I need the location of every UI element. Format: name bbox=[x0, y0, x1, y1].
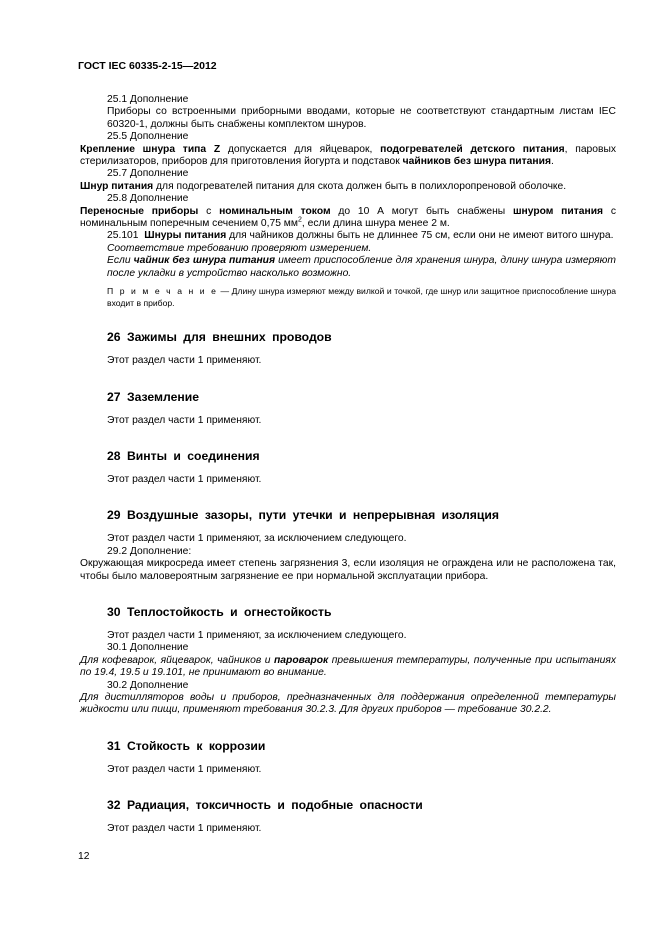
clause-25-101-text: 25.101 Шнуры питания для чайников должны быть не длиннее 75 см, если они не имеют витого шнура. bbox=[107, 230, 614, 242]
section-32-text: Этот раздел части 1 применяют. bbox=[107, 823, 262, 835]
note-text: — Длину шнура измеряют между вилкой и точкой, где шнур или защитное приспособление шнура входит в прибор. bbox=[107, 286, 616, 308]
section-31-text: Этот раздел части 1 применяют. bbox=[107, 763, 262, 775]
clause-30-2-title: 30.2 Дополнение bbox=[107, 679, 189, 691]
compliance-text: Соответствие требованию проверяют измерением. bbox=[107, 242, 372, 254]
section-heading-32: 32 Радиация, токсичность и подобные опасности bbox=[107, 798, 423, 813]
clause-25-8-text: Переносные приборы с номинальным током до 10 А могут быть снабжены шнуром питания с номинальным поперечным сечением 0,75 $мм^2$, если длина шнура менее 2 м. bbox=[80, 205, 616, 230]
section-heading-26: 26 Зажимы для внешних проводов bbox=[107, 330, 332, 345]
term-bold: Переносные приборы bbox=[80, 205, 199, 217]
superscript: 2 bbox=[297, 216, 302, 224]
clause-25-1-text: Приборы со встроенными приборными вводами, которые не соответствуют стандартным листам IEC 60320-1, должны быть снабжены комплектом шнуров. bbox=[107, 106, 616, 130]
document-body bbox=[80, 94, 616, 836]
section-26-text: Этот раздел части 1 применяют. bbox=[107, 355, 262, 367]
clause-25-1-title: 25.1 Дополнение bbox=[107, 94, 189, 105]
clause-25-8-title: 25.8 Дополнение bbox=[107, 193, 189, 205]
cord-storage-text: Если чайник без шнура питания имеет приспособление для хранения шнура, длину шнура измеряют после укладки в устройство насколько возможно. bbox=[107, 255, 616, 279]
page-number: 12 bbox=[78, 851, 90, 862]
section-30-text: Этот раздел части 1 применяют, за исключением следующего. bbox=[107, 629, 407, 641]
clause-25-5-title: 25.5 Дополнение bbox=[107, 131, 189, 143]
term-bold: Шнур питания bbox=[80, 180, 154, 192]
term-bold: пароварок bbox=[274, 654, 329, 666]
clause-25-7-text: Шнур питания для подогревателей питания для скота должен быть в полихлоропреновой оболочке. bbox=[80, 180, 567, 192]
term-bold: чайников без шнура питания bbox=[402, 156, 551, 168]
section-heading-28: 28 Винты и соединения bbox=[107, 448, 260, 463]
section-29-text: Этот раздел части 1 применяют, за исключением следующего. bbox=[107, 533, 407, 545]
clause-25-5-text: Крепление шнура типа Z допускается для яйцеварок, подогревателей детского питания, паровых стерилизаторов, приборов для приготовления йогурта и подставок чайников без шнура питания. bbox=[80, 143, 617, 168]
document-header: ГОСТ IEC 60335-2-15—2012 bbox=[78, 60, 217, 72]
section-heading-30: 30 Теплостойкость и огнестойкость bbox=[107, 604, 332, 619]
section-27-text: Этот раздел части 1 применяют. bbox=[107, 414, 262, 426]
term-bold: чайник без шнура питания bbox=[133, 255, 276, 267]
term-bold: подогревателей детского питания bbox=[380, 143, 565, 155]
clause-25-7-title: 25.7 Дополнение bbox=[107, 168, 189, 180]
term-bold: Крепление шнура типа Z bbox=[80, 143, 221, 155]
clause-29-2-title: 29.2 Дополнение: bbox=[107, 545, 192, 557]
clause-30-2-text: Для дистилляторов воды и приборов, предназначенных для поддержания определенной температуры жидкости или пищи, применяют требования 30.2.3. Для других приборов — требование 30.2.2. bbox=[80, 691, 616, 716]
section-heading-27: 27 Заземление bbox=[107, 389, 200, 404]
note-label: П р и м е ч а н и е bbox=[107, 286, 218, 297]
section-28-text: Этот раздел части 1 применяют. bbox=[107, 473, 262, 485]
section-heading-31: 31 Стойкость к коррозии bbox=[107, 738, 266, 753]
note bbox=[80, 286, 616, 309]
section-heading-29: 29 Воздушные зазоры, пути утечки и непрерывная изоляция bbox=[107, 508, 499, 523]
term-bold: номинальным током bbox=[219, 205, 331, 217]
term-bold: Шнуры питания bbox=[144, 230, 227, 242]
clause-30-1-text: Для кофеварок, яйцеварок, чайников и пароварок превышения температуры, полученные при испытаниях по 19.4, 19.5 и 19.101, не принимают во внимание. bbox=[80, 654, 616, 679]
clause-30-1-title: 30.1 Дополнение bbox=[107, 642, 189, 654]
term-bold: шнуром питания bbox=[512, 205, 604, 217]
clause-29-2-text: Окружающая микросреда имеет степень загрязнения 3, если изоляция не ограждена или не расположена так, чтобы было маловероятным загрязнение ее при нормальной эксплуатации прибора. bbox=[80, 558, 616, 582]
